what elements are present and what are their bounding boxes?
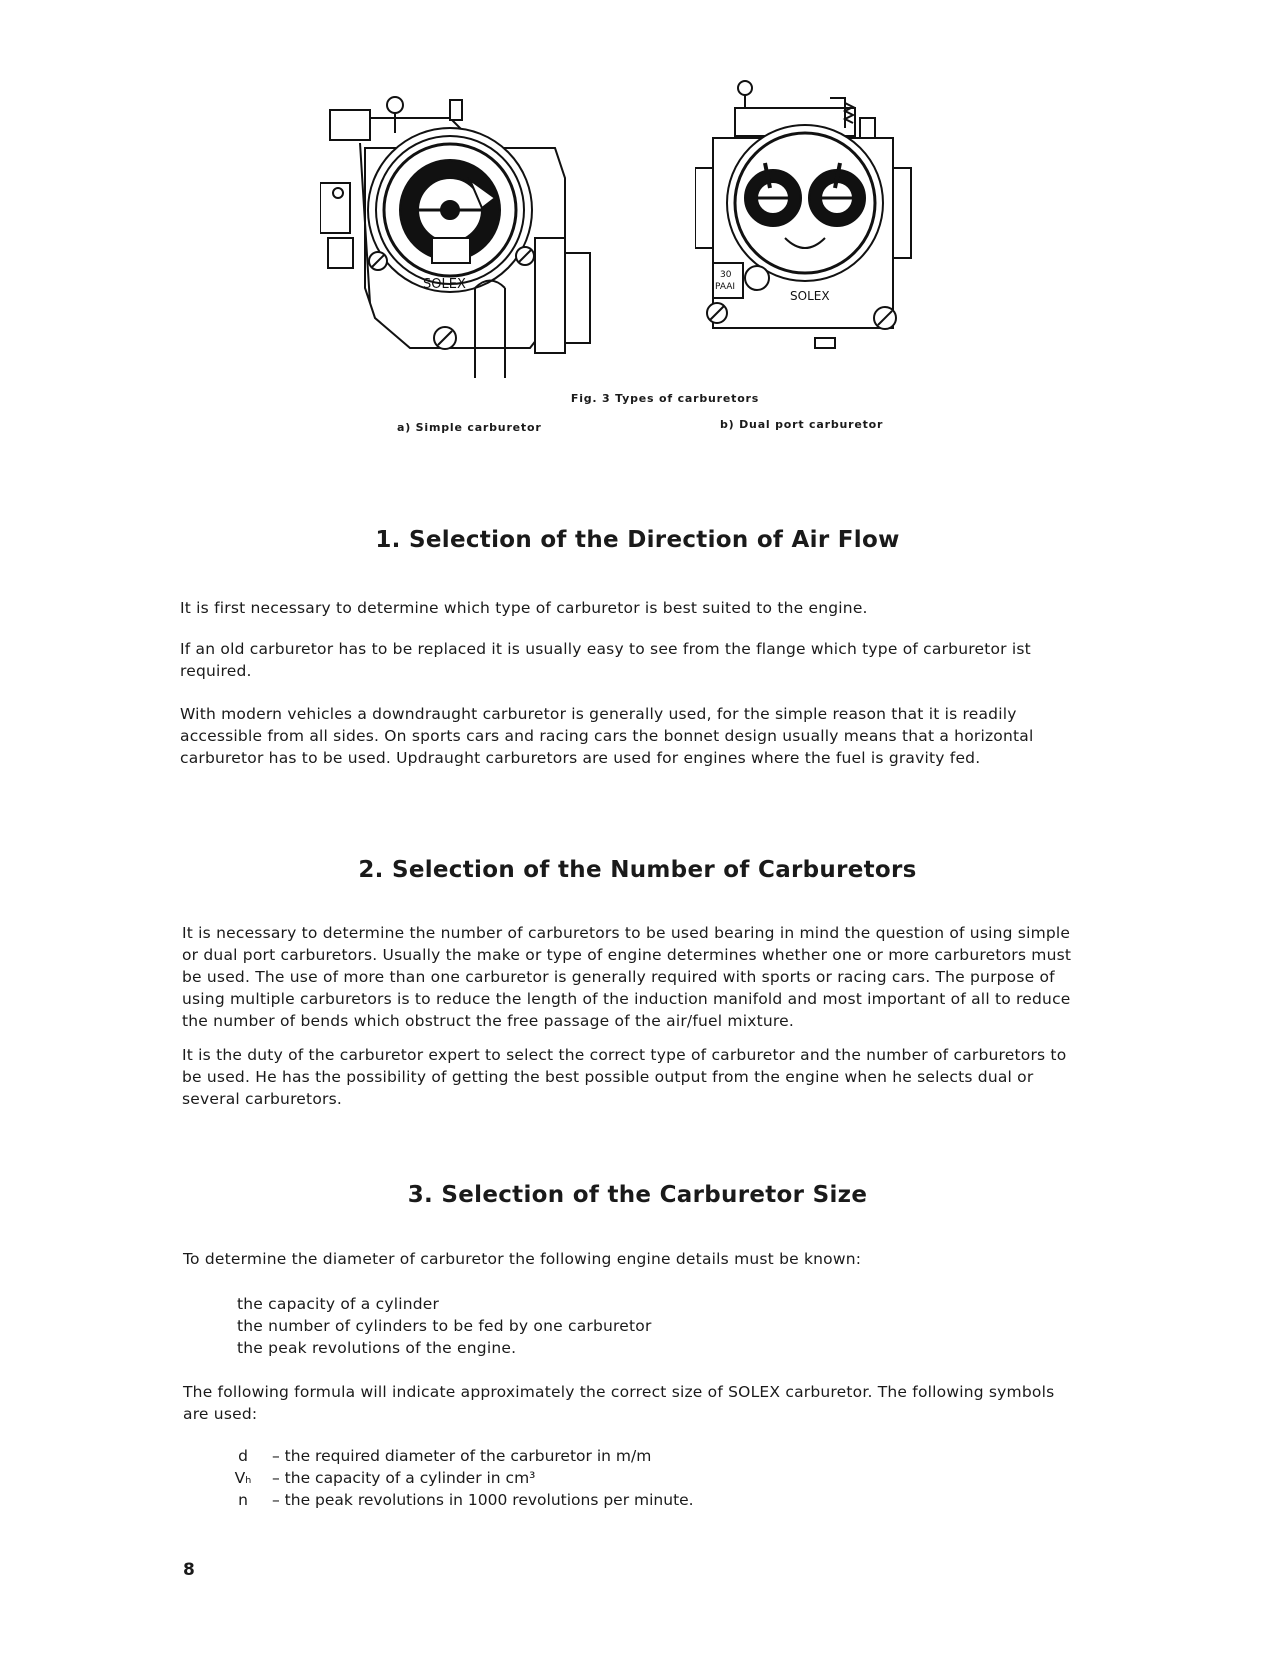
symbol-vh-description: – the capacity of a cylinder in cm³ — [272, 1469, 536, 1487]
symbols-table — [222, 1445, 694, 1511]
symbol-d: d — [238, 1447, 248, 1465]
section-1-paragraph-2: If an old carburetor has to be replaced it is usually easy to see from the flange which type of carburetor ist required. — [180, 640, 1031, 680]
dual-port-carburetor-illustration — [695, 78, 925, 353]
section-2-heading: 2. Selection of the Number of Carburetors — [358, 857, 917, 883]
symbol-n: n — [238, 1491, 248, 1509]
figure-label-a: a) Simple carburetor — [397, 421, 542, 434]
symbol-d-description: – the required diameter of the carburetor in m/m — [272, 1447, 652, 1465]
list-item: the peak revolutions of the engine. — [237, 1339, 517, 1357]
figure-caption: Fig. 3 Types of carburetors — [570, 392, 760, 405]
figure-label-b: b) Dual port carburetor — [720, 418, 884, 431]
table-row — [222, 1467, 694, 1489]
symbol-vh: Vₕ — [234, 1469, 252, 1487]
table-row — [222, 1489, 694, 1511]
page-number: 8 — [183, 1560, 195, 1580]
formula-intro: The following formula will indicate approximately the correct size of SOLEX carburetor. The following symbols are used: — [183, 1383, 1055, 1423]
list-item: the capacity of a cylinder — [237, 1295, 440, 1313]
section-1-heading: 1. Selection of the Direction of Air Flow — [375, 527, 900, 553]
simple-carburetor-illustration — [320, 88, 610, 378]
section-1-paragraph-1: It is first necessary to determine which type of carburetor is best suited to the engine. — [180, 599, 868, 617]
brand-label-b: SOLEX — [790, 289, 830, 303]
section-2-paragraph-2: It is the duty of the carburetor expert to select the correct type of carburetor and the number of carburetors to be used. He has the possibility of getting the best possible output from the engine when he selects dual or several carburetors. — [182, 1046, 1067, 1108]
symbol-n-description: – the peak revolutions in 1000 revolutions per minute. — [272, 1491, 694, 1509]
section-1-paragraph-3: With modern vehicles a downdraught carburetor is generally used, for the simple reason that it is readily accessible from all sides. On sports cars and racing cars the bonnet design usually means that a horizontal carburetor has to be used. Updraught carburetors are used for engines where the fuel is gravity fed. — [180, 705, 1034, 767]
table-row — [222, 1445, 694, 1467]
brand-label-a: SOLEX — [423, 277, 466, 292]
section-3-intro: To determine the diameter of carburetor the following engine details must be known: — [183, 1250, 862, 1268]
list-item: the number of cylinders to be fed by one carburetor — [237, 1317, 652, 1335]
section-2-paragraph-1: It is necessary to determine the number of carburetors to be used bearing in mind the question of using simple or dual port carburetors. Usually the make or type of engine determines whether one or more carburetors must be used. The use of more than one carburetor is generally required with sports or racing cars. The purpose of using multiple carburetors is to reduce the length of the induction manifold and most important of all to reduce the number of bends which obstruct the free passage of the air/fuel mixture. — [182, 924, 1072, 1030]
model-code-label: PAAI — [715, 282, 736, 292]
model-number-label: 30 — [720, 270, 732, 280]
section-3-heading: 3. Selection of the Carburetor Size — [407, 1182, 868, 1208]
engine-details-list — [237, 1293, 937, 1359]
